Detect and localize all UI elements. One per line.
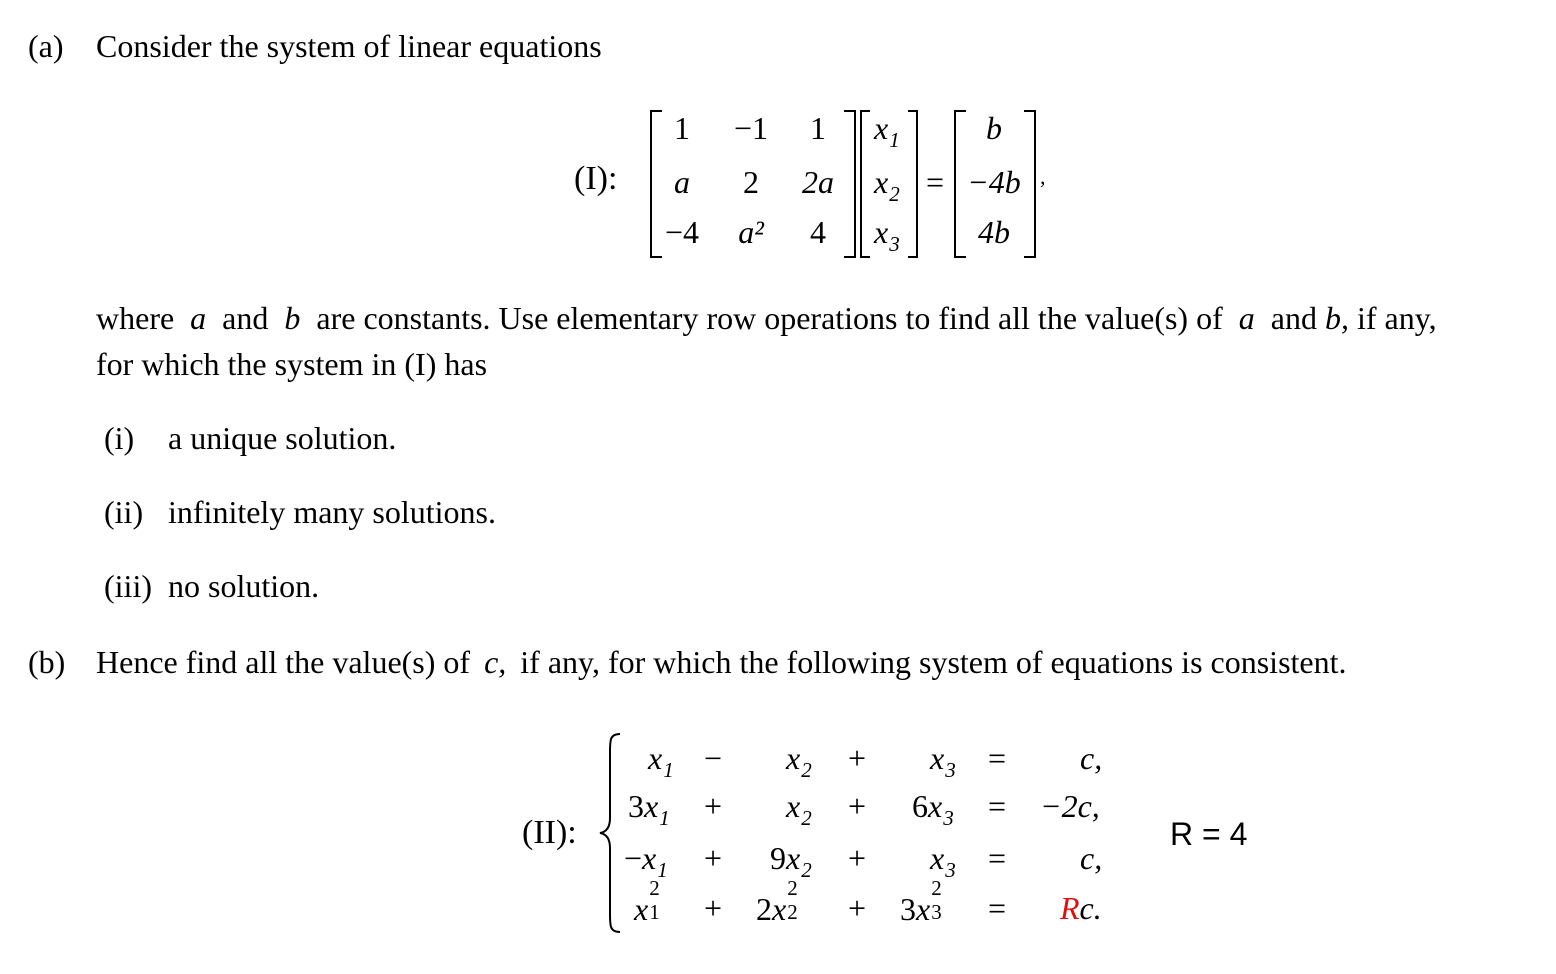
matrix-entry: 1 (810, 110, 826, 146)
term: $-x_1$ (624, 840, 668, 882)
matrix-entry: 4 (810, 214, 826, 250)
rhs-entry: b (986, 110, 1002, 146)
right-bracket (908, 110, 918, 258)
equals-sign: = (988, 840, 1007, 876)
vector-entry: $x_2$ (874, 164, 900, 206)
term: $6x_3$ (912, 788, 954, 830)
item-label: (iii) (104, 568, 152, 604)
rhs-entry: 4b (978, 214, 1010, 250)
matrix-entry: a² (738, 214, 764, 250)
term: $x_2$ (786, 740, 812, 782)
system-II-label: (II): (522, 814, 577, 851)
part-b-label: (b) (28, 644, 66, 680)
red-R: R (1060, 890, 1080, 926)
operator: + (848, 840, 867, 876)
left-bracket (860, 110, 870, 258)
item-text: a unique solution. (168, 420, 397, 456)
matrix-entry: −4 (664, 214, 700, 250)
rhs: Rc. (1060, 890, 1102, 926)
trailing-comma: , (1040, 164, 1046, 189)
instruction-paragraph-line2: for which the system in (I) has (96, 346, 488, 382)
part-b-text: Hence find all the value(s) of c, if any, for which the following system of equations is consistent. (96, 644, 1347, 680)
left-brace (598, 732, 622, 934)
item-text: no solution. (168, 568, 320, 604)
term: x 2 1 (634, 876, 660, 927)
term: 3x 2 3 (900, 876, 942, 927)
operator: + (704, 840, 723, 876)
matrix-entry: 1 (674, 110, 690, 146)
operator: + (848, 788, 867, 824)
operator: + (848, 740, 867, 776)
term: $x_3$ (930, 740, 956, 782)
instruction-paragraph: where a and b are constants. Use elementary row operations to find all the value(s) of a and b, if any, (96, 300, 1437, 336)
part-a-label: (a) (28, 28, 64, 64)
vector-entry: $x_1$ (874, 110, 900, 152)
matrix-entry: 2a (802, 164, 834, 200)
rhs-entry: −4b (967, 164, 1021, 200)
item-text: infinitely many solutions. (168, 494, 496, 530)
right-bracket (844, 110, 856, 258)
item-label: (i) (104, 420, 135, 456)
equals-sign: = (988, 890, 1007, 926)
term: $x_3$ (930, 840, 956, 882)
term: 2x 2 2 (756, 876, 798, 927)
matrix-entry: a (674, 164, 690, 200)
vector-entry: $x_3$ (874, 214, 900, 256)
equals-sign: = (988, 788, 1007, 824)
rhs: −2c, (1040, 788, 1100, 824)
system-I-label: (I): (574, 160, 618, 197)
equals-sign: = (926, 164, 945, 200)
rhs: c, (1080, 840, 1103, 876)
part-a-intro: Consider the system of linear equations (96, 28, 602, 64)
equals-sign: = (988, 740, 1007, 776)
matrix-entry: −1 (733, 110, 769, 146)
annotation-R-value: R = 4 (1170, 816, 1248, 852)
term: $9x_2$ (770, 840, 812, 882)
operator: + (704, 788, 723, 824)
operator: + (704, 890, 723, 926)
term: $3x_1$ (628, 788, 670, 830)
item-label: (ii) (104, 494, 144, 530)
term: $x_1$ (648, 740, 674, 782)
operator: − (704, 740, 723, 776)
operator: + (848, 890, 867, 926)
term: $x_2$ (786, 788, 812, 830)
rhs: c, (1080, 740, 1103, 776)
matrix-entry: 2 (743, 164, 759, 200)
